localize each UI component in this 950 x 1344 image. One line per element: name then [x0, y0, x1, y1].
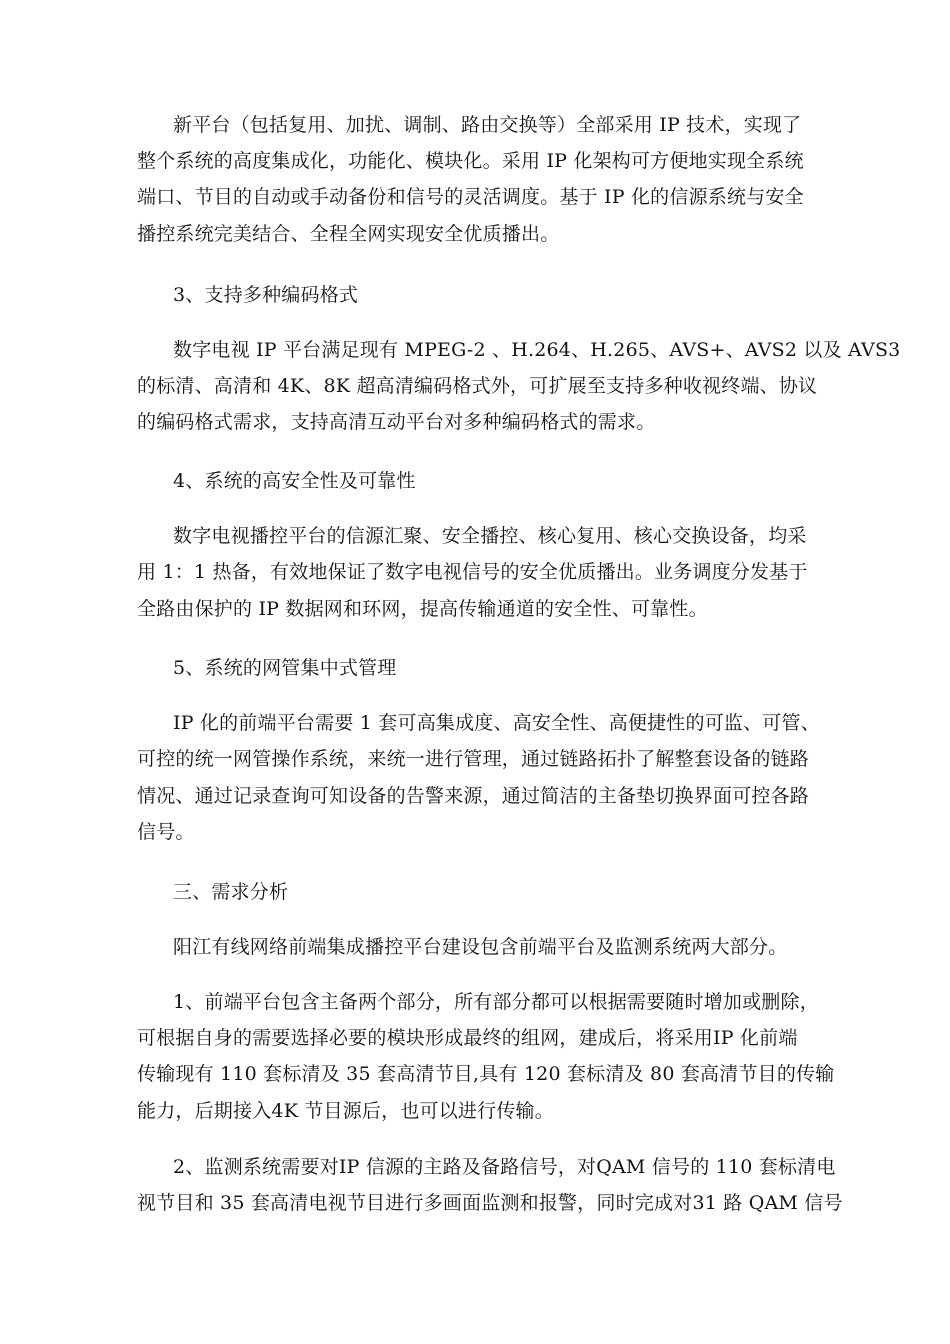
- paragraph-line: 视节目和 35 套高清电视节目进行多画面监测和报警，同时完成对31 路 QAM 信号: [137, 1192, 843, 1214]
- paragraph-line: 2、监测系统需要对IP 信源的主路及备路信号，对QAM 信号的 110 套标清电: [173, 1156, 836, 1178]
- paragraph-line: 的编码格式需求，支持高清互动平台对多种编码格式的需求。: [137, 411, 656, 433]
- paragraph-line: 可根据自身的需要选择必要的模块形成最终的组网，建成后，将采用IP 化前端: [137, 1027, 798, 1049]
- paragraph-line: 情况、通过记录查询可知设备的告警来源，通过简洁的主备垫切换界面可控各路: [137, 785, 810, 807]
- section-heading: 三、需求分析: [173, 881, 289, 903]
- paragraph-line: 的标清、高清和 4K、8K 超高清编码格式外，可扩展至支持多种收视终端、协议: [137, 375, 818, 397]
- paragraph-line: 全路由保护的 IP 数据网和环网，提高传输通道的安全性、可靠性。: [137, 598, 708, 620]
- paragraph-line: 可控的统一网管操作系统，来统一进行管理，通过链路拓扑了解整套设备的链路: [137, 748, 810, 770]
- paragraph-line: 整个系统的高度集成化，功能化、模块化。采用 IP 化架构可方便地实现全系统: [137, 150, 804, 172]
- paragraph-line: 数字电视播控平台的信源汇聚、安全播控、核心复用、核心交换设备，均采: [173, 525, 807, 547]
- paragraph-line: 数字电视 IP 平台满足现有 MPEG-2 、H.264、H.265、AVS+、AVS2 以及 AVS3: [173, 339, 901, 361]
- paragraph-line: 播控系统完美结合、全程全网实现安全优质播出。: [137, 223, 560, 245]
- paragraph-line: 能力，后期接入4K 节目源后，也可以进行传输。: [137, 1100, 554, 1122]
- section-heading: 5、系统的网管集中式管理: [173, 657, 397, 679]
- paragraph-line: IP 化的前端平台需要 1 套可高集成度、高安全性、高便捷性的可监、可管、: [173, 712, 820, 734]
- paragraph-line: 信号。: [137, 821, 195, 843]
- paragraph-line: 新平台（包括复用、加扰、调制、路由交换等）全部采用 IP 技术，实现了: [173, 114, 802, 136]
- paragraph-line: 用 1：1 热备，有效地保证了数字电视信号的安全优质播出。业务调度分发基于: [137, 561, 808, 583]
- paragraph-line: 传输现有 110 套标清及 35 套高清节目,具有 120 套标清及 80 套高清节目的传输: [137, 1063, 835, 1085]
- section-heading: 3、支持多种编码格式: [173, 284, 359, 306]
- paragraph-line: 阳江有线网络前端集成播控平台建设包含前端平台及监测系统两大部分。: [173, 936, 788, 958]
- paragraph-line: 1、前端平台包含主备两个部分，所有部分都可以根据需要随时增加或删除，: [173, 991, 819, 1013]
- section-heading: 4、系统的高安全性及可靠性: [173, 470, 416, 492]
- paragraph-line: 端口、节目的自动或手动备份和信号的灵活调度。基于 IP 化的信源系统与安全: [137, 186, 804, 208]
